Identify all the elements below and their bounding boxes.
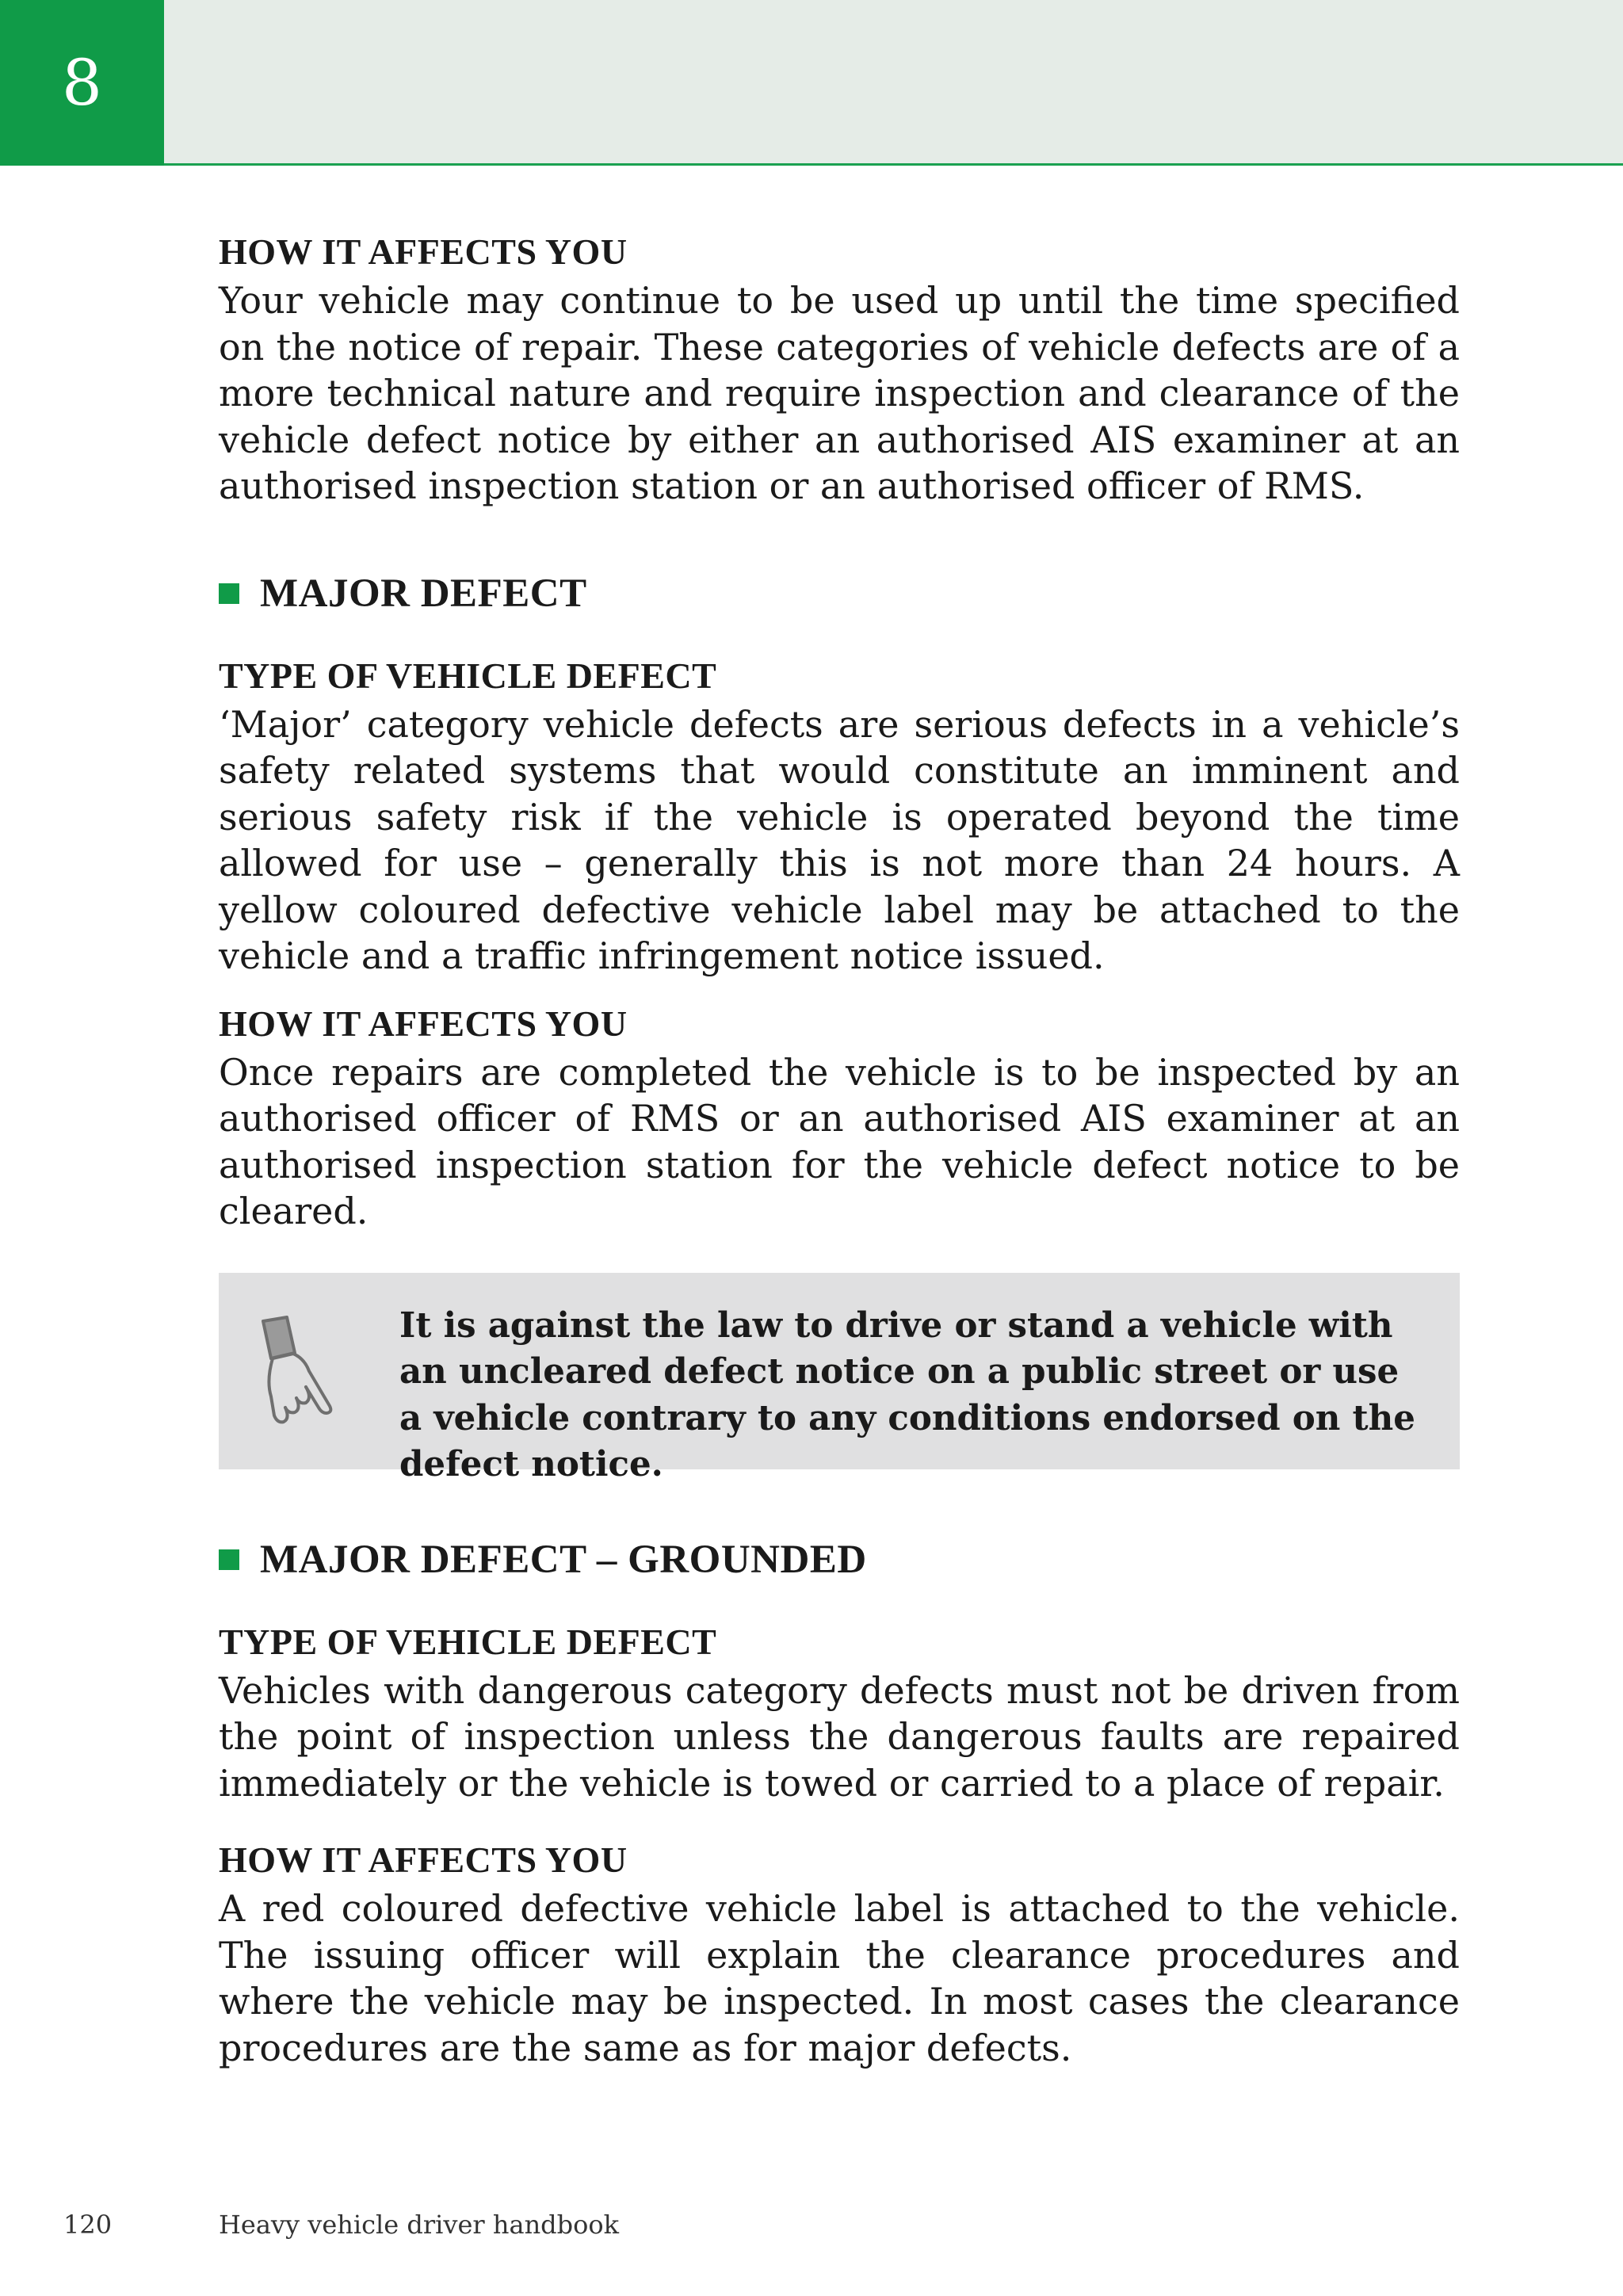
green-square-bullet-icon xyxy=(219,583,239,604)
paragraph-grounded-affects: A red coloured defective vehicle label is attached to the vehicle. The issuing officer will explain the clearance procedures and where the vehicle may be inspected. In most cases the clearance procedures are the same as for major defects. xyxy=(219,1887,1460,2069)
pointing-hand-icon xyxy=(255,1309,334,1436)
subheading-type-of-vehicle-defect: TYPE OF VEHICLE DEFECT xyxy=(219,655,717,696)
section-heading-major-defect-grounded xyxy=(219,1536,1460,1584)
subheading-type-of-vehicle-defect: TYPE OF VEHICLE DEFECT xyxy=(219,1621,717,1662)
legal-note-text: It is against the law to drive or stand a vehicle with an uncleared defect notice on a public street or use a vehicle contrary to any conditions endorsed on the defect notice. xyxy=(399,1305,1415,1484)
subheading-how-it-affects-you: HOW IT AFFECTS YOU xyxy=(219,1003,628,1044)
paragraph-intro: Your vehicle may continue to be used up until the time specified on the notice of repair. These categories of vehicle defects are of a more technical nature and require inspection and clearance of the vehicle defect notice by either an authorised AIS examiner at an authorised inspection station or an authorised officer of RMS. xyxy=(219,279,1460,507)
chapter-number-tab: 8 xyxy=(0,0,164,166)
page-number: 120 xyxy=(63,2210,113,2240)
subheading-how-it-affects-you: HOW IT AFFECTS YOU xyxy=(219,231,628,272)
green-square-bullet-icon xyxy=(219,1549,239,1570)
paragraph-grounded-type: Vehicles with dangerous category defects must not be driven from the point of inspection unless the dangerous faults are repaired immediately or the vehicle is towed or carried to a place of repair. xyxy=(219,1668,1460,1805)
legal-note-box xyxy=(219,1273,1460,1484)
paragraph-major-affects: Once repairs are completed the vehicle is to be inspected by an authorised officer of RMS or an authorised AIS examiner at an authorised inspection station for the vehicle defect notice to be cleared. xyxy=(219,1050,1460,1232)
paragraph-major-type: ‘Major’ category vehicle defects are serious defects in a vehicle’s safety related systems that would constitute an imminent and serious safety risk if the vehicle is operated beyond the time allowed for use – generally this is not more than 24 hours. A yellow coloured defective vehicle label may be attached to the vehicle and a traffic infringement notice issued. xyxy=(219,702,1460,977)
page-content xyxy=(219,230,1460,2071)
book-title: Heavy vehicle driver handbook xyxy=(219,2210,620,2240)
subheading-how-it-affects-you: HOW IT AFFECTS YOU xyxy=(219,1839,628,1880)
section-heading-text: MAJOR DEFECT xyxy=(260,571,587,616)
section-heading-text: MAJOR DEFECT – GROUNDED xyxy=(260,1537,867,1582)
header-band xyxy=(0,0,1623,166)
section-heading-major-defect xyxy=(219,570,1460,617)
